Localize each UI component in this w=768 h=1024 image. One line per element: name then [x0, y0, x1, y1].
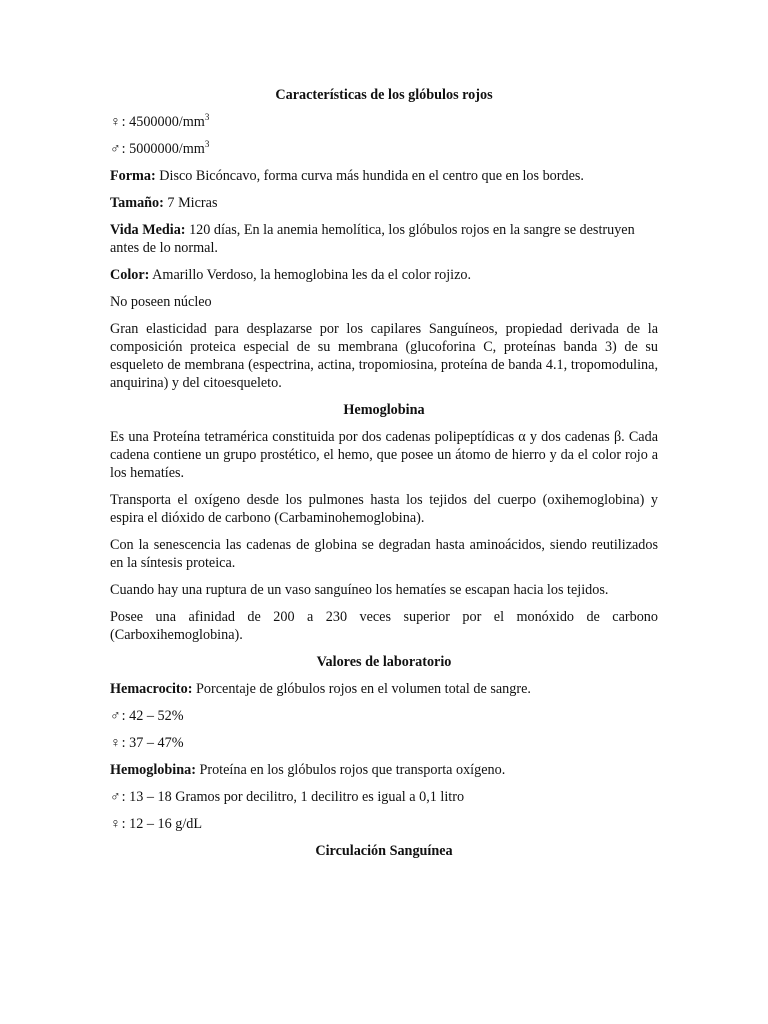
hematocrito-male-line: [110, 707, 658, 725]
male-symbol-icon: ♂: [110, 708, 121, 724]
tamano-paragraph: [110, 194, 658, 212]
color-paragraph: [110, 266, 658, 284]
hemoglobina-paragraph-1: Es una Proteína tetramérica constituida por dos cadenas polipeptídicas α y dos cadenas β. Cada cadena contiene un grupo prostético, el hemo, que posee un átomo de hierro y da el color rojo a los hematíes.: [110, 429, 658, 481]
hemoglobina-female-value: : 12 – 16 g/dL: [121, 816, 203, 832]
count-male-value: : 5000000/mm: [121, 141, 205, 157]
lab-heading: Valores de laboratorio: [316, 654, 452, 670]
forma-label: Forma:: [110, 168, 156, 184]
vida-paragraph: [110, 221, 658, 257]
female-symbol-icon: ♀: [110, 816, 121, 832]
hematocrito-female-value: : 37 – 47%: [121, 735, 184, 751]
document-page: [110, 86, 658, 869]
hemoglobina-paragraph-2: Transporta el oxígeno desde los pulmones hasta los tejidos del cuerpo (oxihemoglobina) y espira el dióxido de carbono (Carbaminohemoglobina).: [110, 492, 658, 526]
forma-text: Disco Bicóncavo, forma curva más hundida en el centro que en los bordes.: [155, 168, 584, 184]
hemoglobina-def-paragraph: [110, 761, 658, 779]
color-text: Amarillo Verdoso, la hemoglobina les da el color rojizo.: [149, 267, 472, 283]
male-symbol-icon: ♂: [110, 141, 121, 157]
hematocrito-label: Hemacrocito:: [110, 681, 193, 697]
hemoglobina-label: Hemoglobina:: [110, 762, 196, 778]
vida-text: 120 días, En la anemia hemolítica, los glóbulos rojos en la sangre se destruyen antes de lo normal.: [110, 222, 635, 256]
hematocrito-male-value: : 42 – 52%: [121, 708, 184, 724]
exponent: 3: [204, 112, 210, 122]
elasticidad-paragraph: Gran elasticidad para desplazarse por los capilares Sanguíneos, propiedad derivada de la composición proteica especial de su membrana (glucoforina C, proteínas banda 3) de su esqueleto de membrana (espectrina, actina, tropomiosina, proteína de banda 4.1, tropomodulina, anquirina) y del citoesqueleto.: [110, 321, 658, 391]
nucleo-paragraph: No poseen núcleo: [110, 294, 212, 310]
hematocrito-female-line: [110, 734, 658, 752]
tamano-text: 7 Micras: [163, 195, 218, 211]
female-symbol-icon: ♀: [110, 114, 121, 130]
forma-paragraph: [110, 167, 658, 185]
hemoglobina-male-value: : 13 – 18 Gramos por decilitro, 1 decilitro es igual a 0,1 litro: [121, 789, 465, 805]
hemoglobina-male-line: [110, 788, 658, 806]
hematocrito-paragraph: [110, 680, 658, 698]
exponent: 3: [204, 139, 210, 149]
document-title: Características de los glóbulos rojos: [275, 87, 493, 103]
tamano-label: Tamaño:: [110, 195, 164, 211]
hemoglobina-paragraph-4: Cuando hay una ruptura de un vaso sanguíneo los hematíes se escapan hacia los tejidos.: [110, 582, 609, 598]
hematocrito-text: Porcentaje de glóbulos rojos en el volumen total de sangre.: [192, 681, 531, 697]
circulacion-heading: Circulación Sanguínea: [315, 843, 453, 859]
hemoglobina-female-line: [110, 815, 658, 833]
count-female-value: : 4500000/mm: [121, 114, 205, 130]
hemoglobina-paragraph-5: Posee una afinidad de 200 a 230 veces superior por el monóxido de carbono (Carboxihemoglobina).: [110, 609, 658, 643]
male-symbol-icon: ♂: [110, 789, 121, 805]
color-label: Color:: [110, 267, 150, 283]
hemoglobina-paragraph-3: Con la senescencia las cadenas de globina se degradan hasta aminoácidos, siendo reutilizados en la síntesis proteica.: [110, 537, 658, 571]
vida-label: Vida Media:: [110, 222, 186, 238]
hemoglobina-text: Proteína en los glóbulos rojos que transporta oxígeno.: [195, 762, 506, 778]
count-male-line: [110, 140, 658, 158]
female-symbol-icon: ♀: [110, 735, 121, 751]
count-female-line: [110, 113, 658, 131]
hemoglobina-heading: Hemoglobina: [343, 402, 425, 418]
